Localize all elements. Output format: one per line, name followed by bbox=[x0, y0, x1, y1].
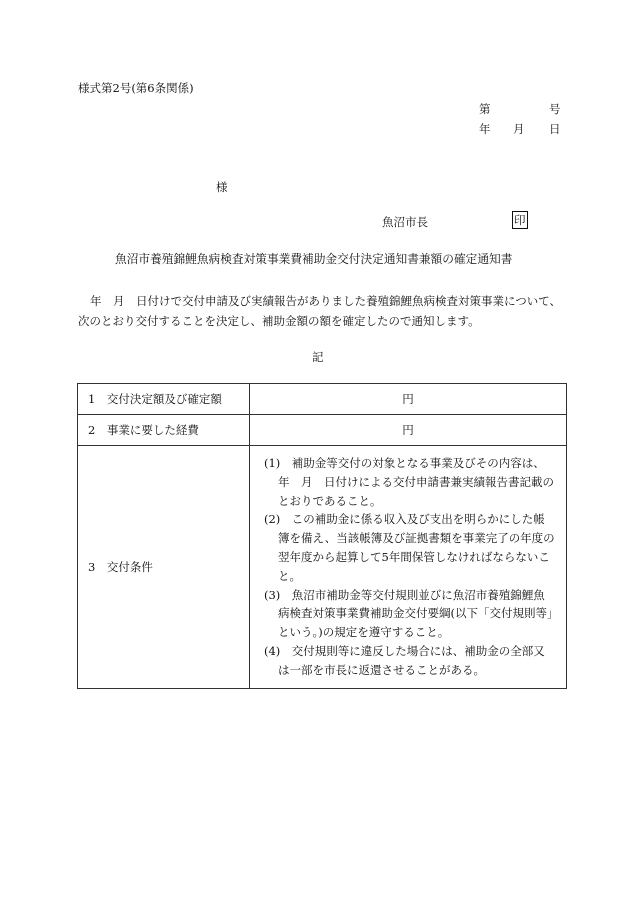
sender-name: 魚沼市長 bbox=[382, 215, 428, 229]
document-number-suffix: 号 bbox=[549, 102, 561, 116]
table-row bbox=[78, 384, 567, 415]
form-number: 様式第2号(第6条関係) bbox=[78, 81, 194, 95]
conditions-label: 3 交付条件 bbox=[78, 446, 250, 689]
table-row bbox=[78, 446, 567, 689]
grant-amount-value: 円 bbox=[250, 384, 567, 415]
date-month-label: 月 bbox=[513, 122, 525, 136]
addressee-honorific: 様 bbox=[216, 180, 228, 194]
table-row bbox=[78, 415, 567, 446]
ki-heading: 記 bbox=[312, 350, 324, 364]
document-number-prefix: 第 bbox=[479, 102, 491, 116]
condition-item: (3) 魚沼市補助金等交付規則並びに魚沼市養殖錦鯉魚病検査対策事業費補助金交付要綱(以下「交付規則等」という。)の規定を遵守すること。 bbox=[264, 587, 553, 640]
document-title: 魚沼市養殖錦鯉魚病検査対策事業費補助金交付決定通知書兼額の確定通知書 bbox=[115, 252, 513, 266]
seal-stamp: 印 bbox=[514, 213, 526, 227]
body-paragraph: 年 月 日付けで交付申請及び実績報告がありました養殖錦鯉魚病検査対策事業について、次のとおり交付することを決定し、補助金額の額を確定したので通知します。 bbox=[78, 294, 562, 328]
grant-details-table bbox=[77, 383, 567, 689]
project-cost-value: 円 bbox=[250, 415, 567, 446]
grant-amount-label: 1 交付決定額及び確定額 bbox=[78, 384, 250, 415]
conditions-list bbox=[250, 446, 567, 689]
condition-item: (1) 補助金等交付の対象となる事業及びその内容は、年 月 日付けによる交付申請書兼実績報告書記載のとおりであること。 bbox=[264, 456, 554, 508]
date-year-label: 年 bbox=[479, 122, 491, 136]
project-cost-label: 2 事業に要した経費 bbox=[78, 415, 250, 446]
condition-item: (2) この補助金に係る収入及び支出を明らかにした帳簿を備え、当該帳簿及び証拠書類を事業完了の年度の翌年度から起算して5年間保管しなければならないこと。 bbox=[264, 512, 555, 583]
condition-item: (4) 交付規則等に違反した場合には、補助金の全部又は一部を市長に返還させることがある。 bbox=[264, 643, 545, 677]
date-day-label: 日 bbox=[549, 122, 561, 136]
